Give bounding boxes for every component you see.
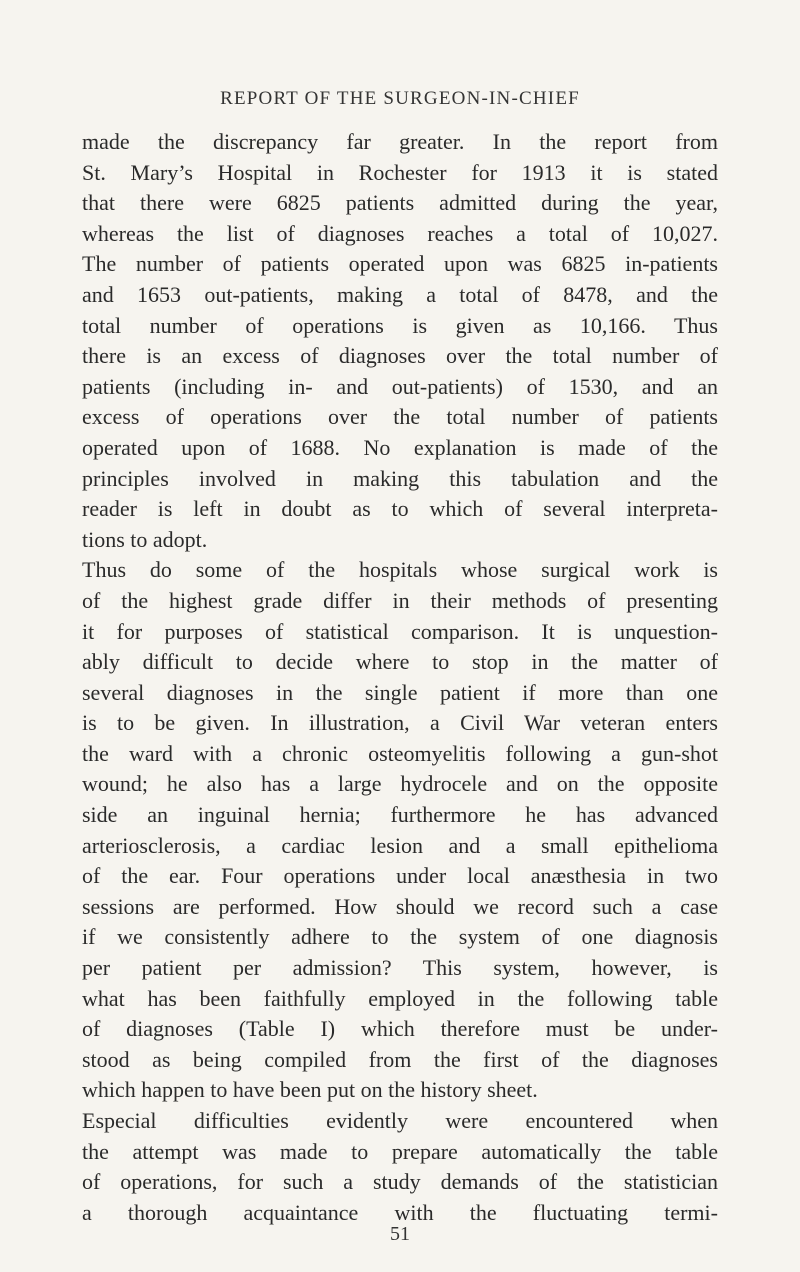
text-line: what has been faithfully employed in the following table	[82, 985, 718, 1011]
text-line: is to be given. In illustration, a Civil War veteran enters	[82, 710, 718, 736]
text-line: operated upon of 1688. No explanation is made of the	[82, 434, 718, 460]
text-line: of diagnoses (Table I) which therefore must be under-	[82, 1016, 718, 1042]
text-line: whereas the list of diagnoses reaches a total of 10,027.	[82, 220, 718, 246]
text-line: which happen to have been put on the history sheet.	[82, 1077, 538, 1103]
text-line: made the discrepancy far greater. In the report from	[82, 129, 718, 154]
text-line: several diagnoses in the single patient if more than one	[82, 679, 718, 705]
text-line: tions to adopt.	[82, 526, 208, 552]
body-text	[82, 127, 718, 1228]
text-line: of the highest grade differ in their methods of presenting	[82, 587, 718, 613]
text-line: patients (including in- and out-patients) of 1530, and an	[82, 373, 718, 399]
text-line: total number of operations is given as 10,166. Thus	[82, 312, 718, 338]
text-line: of operations, for such a study demands of the statistician	[82, 1169, 718, 1195]
text-line: and 1653 out-patients, making a total of 8478, and the	[82, 281, 718, 307]
text-line: the attempt was made to prepare automatically the table	[82, 1138, 718, 1164]
text-line: St. Mary’s Hospital in Rochester for 1913 it is stated	[82, 159, 718, 185]
text-line: reader is left in doubt as to which of several interpreta-	[82, 496, 718, 522]
text-line: of the ear. Four operations under local anæsthesia in two	[82, 863, 718, 889]
text-line: excess of operations over the total number of patients	[82, 404, 718, 430]
text-line: sessions are performed. How should we record such a case	[82, 893, 718, 919]
text-line: a thorough acquaintance with the fluctuating termi-	[82, 1199, 718, 1225]
text-line: wound; he also has a large hydrocele and on the opposite	[82, 771, 718, 797]
text-line: if we consistently adhere to the system of one diagnosis	[82, 924, 718, 950]
text-line: it for purposes of statistical comparison. It is unquestion-	[82, 618, 718, 644]
text-line: stood as being compiled from the first of the diagnoses	[82, 1046, 718, 1072]
text-line: arteriosclerosis, a cardiac lesion and a small epithelioma	[82, 832, 718, 858]
text-line: the ward with a chronic osteomyelitis following a gun-shot	[82, 740, 718, 766]
paragraph-start-line: Especial difficulties evidently were encountered when	[82, 1108, 718, 1133]
text-line: principles involved in making this tabulation and the	[82, 465, 718, 491]
text-line: per patient per admission? This system, however, is	[82, 955, 718, 981]
page-number: 51	[390, 1223, 410, 1245]
text-line: that there were 6825 patients admitted during the year,	[82, 190, 718, 216]
text-line: The number of patients operated upon was 6825 in-patients	[82, 251, 718, 277]
paragraph-start-line: Thus do some of the hospitals whose surgical work is	[82, 557, 718, 583]
text-line: there is an excess of diagnoses over the total number of	[82, 343, 718, 369]
running-head: REPORT OF THE SURGEON-IN-CHIEF	[220, 88, 580, 109]
text-line: ably difficult to decide where to stop in the matter of	[82, 649, 718, 675]
text-line: side an inguinal hernia; furthermore he has advanced	[82, 802, 718, 828]
